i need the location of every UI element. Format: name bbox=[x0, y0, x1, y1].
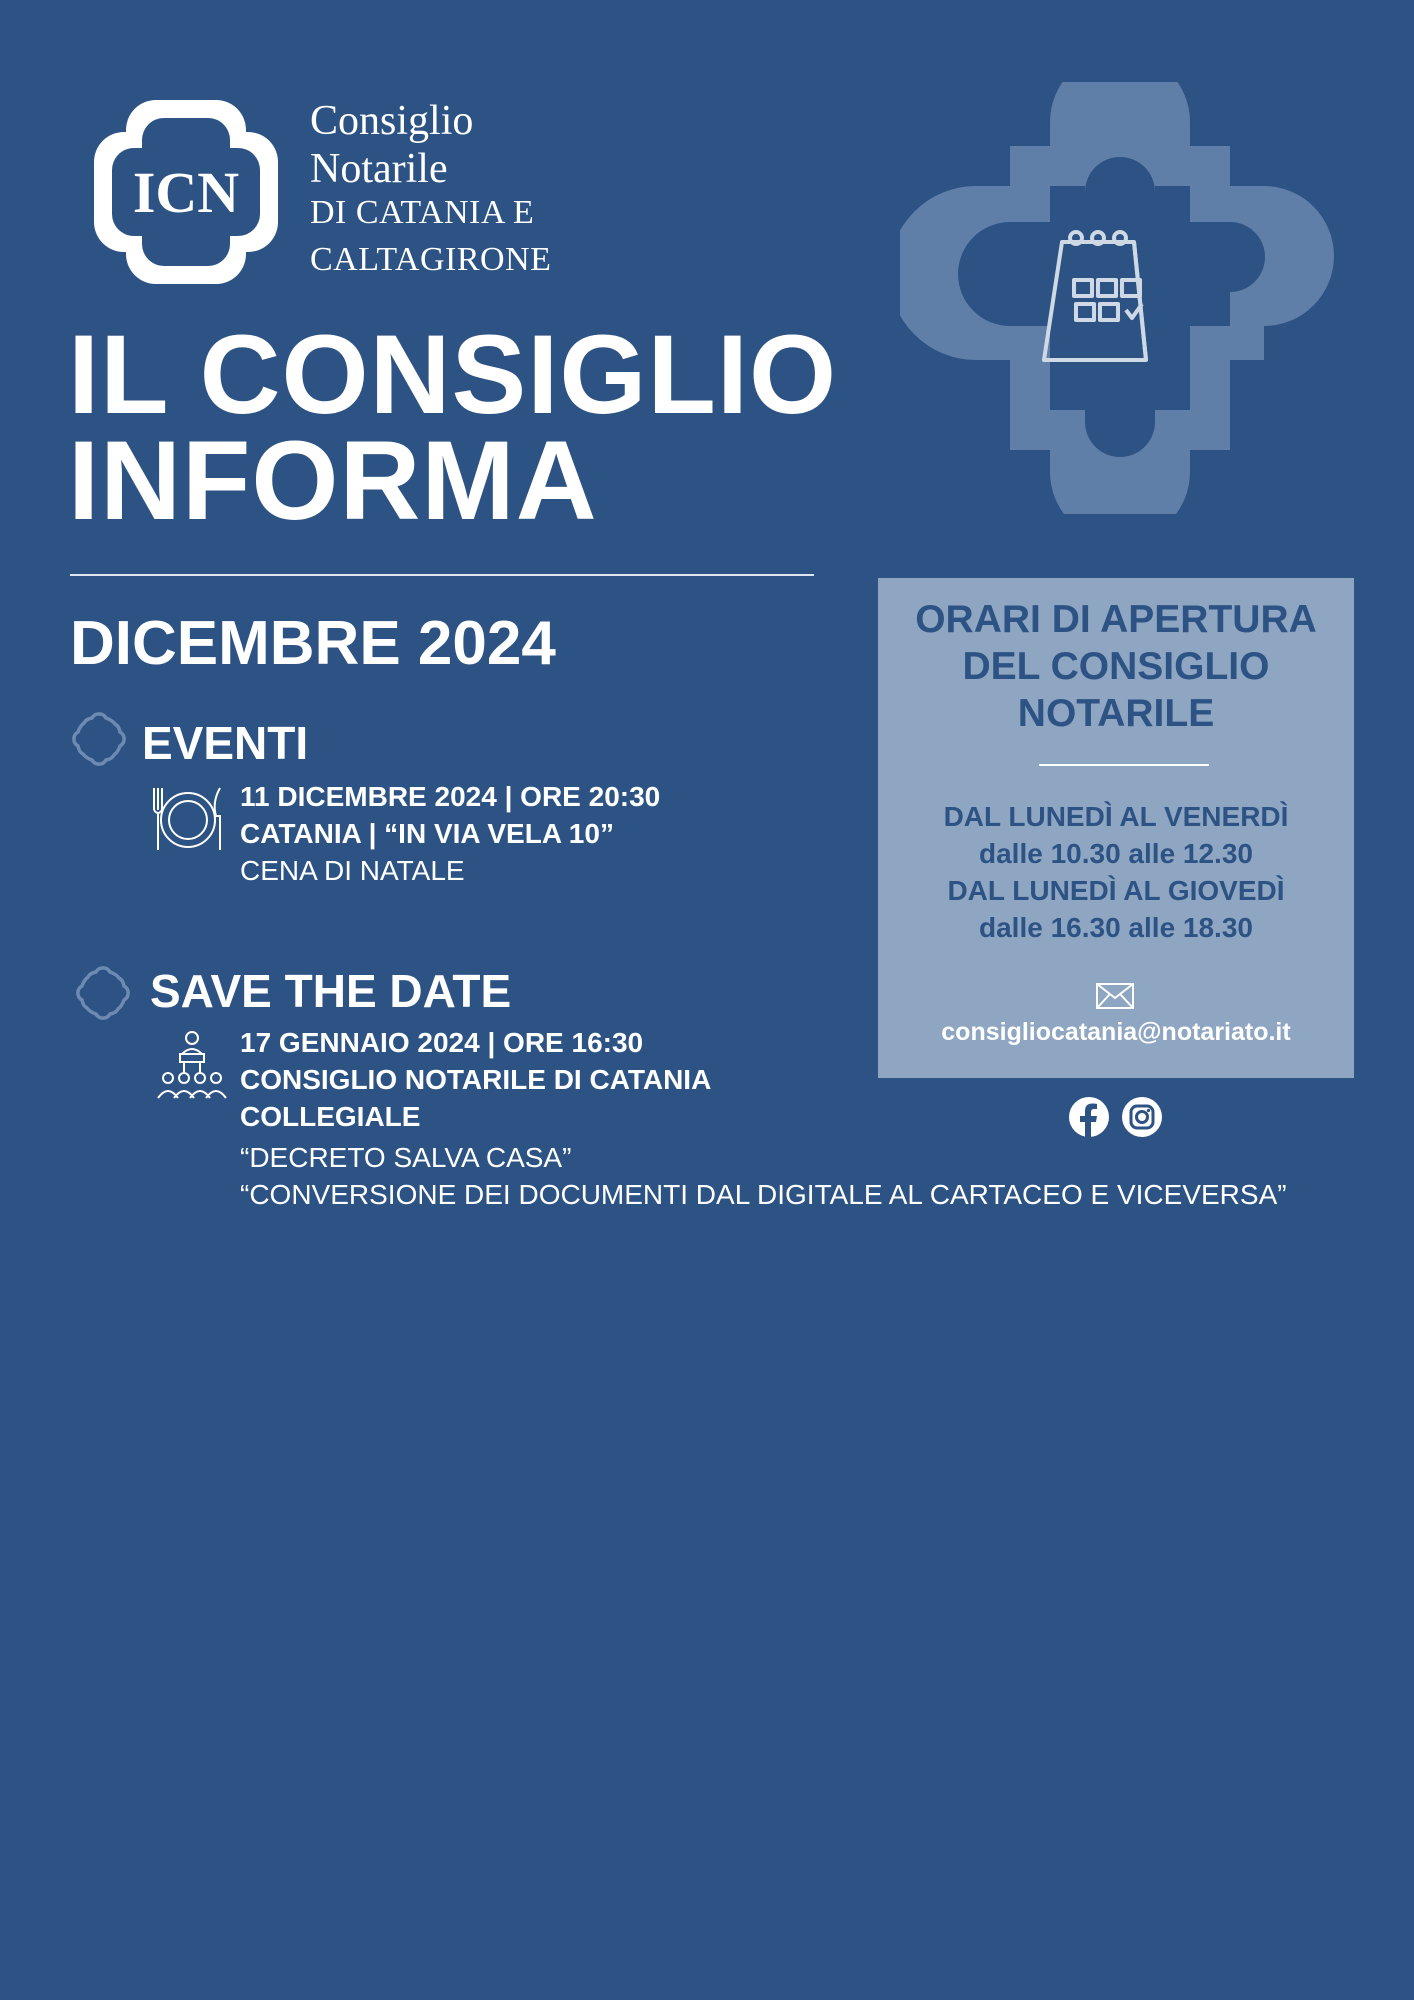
speaker-audience-icon bbox=[154, 1030, 230, 1102]
plate-cutlery-icon bbox=[150, 782, 226, 854]
logo-line-1: Consiglio bbox=[310, 98, 474, 144]
logo-line-2: Notarile bbox=[310, 146, 448, 192]
title-line-1: IL CONSIGLIO bbox=[68, 312, 838, 437]
calendar-badge bbox=[900, 82, 1340, 514]
hours-days-1: DAL LUNEDÌ AL VENERDÌ bbox=[943, 801, 1289, 832]
calendar-icon bbox=[1044, 232, 1146, 360]
event-location: CATANIA | “IN VIA VELA 10” bbox=[240, 818, 614, 849]
quatrefoil-outline-icon bbox=[72, 712, 126, 766]
title-line-2: INFORMA bbox=[68, 418, 598, 543]
email-link[interactable]: consigliocatania@notariato.it bbox=[941, 1018, 1291, 1046]
month-heading: DICEMBRE 2024 bbox=[70, 609, 556, 678]
page-title bbox=[68, 312, 838, 543]
hours-divider bbox=[1039, 764, 1209, 766]
logo-line-4: CALTAGIRONE bbox=[310, 241, 552, 278]
logo-line-3: DI CATANIA E bbox=[310, 194, 535, 231]
event-date: 11 DICEMBRE 2024 | ORE 20:30 bbox=[240, 781, 661, 812]
meeting-topic-2: “CONVERSIONE DEI DOCUMENTI DAL DIGITALE AL CARTACEO E VICEVERSA” bbox=[240, 1179, 1287, 1210]
meeting-date: 17 GENNAIO 2024 | ORE 16:30 bbox=[240, 1027, 644, 1058]
hours-time-1: dalle 10.30 alle 12.30 bbox=[979, 838, 1253, 869]
instagram-icon[interactable] bbox=[1121, 1096, 1163, 1138]
event-details bbox=[240, 778, 660, 889]
hours-title-line-3: NOTARILE bbox=[1017, 692, 1215, 735]
hours-time-2: dalle 16.30 alle 18.30 bbox=[979, 912, 1253, 943]
quatrefoil-shape bbox=[900, 82, 1334, 514]
hours-title-line-1: ORARI DI APERTURA bbox=[915, 598, 1317, 641]
meeting-topic-1: “DECRETO SALVA CASA” bbox=[240, 1142, 572, 1173]
divider bbox=[70, 574, 814, 576]
meeting-organizer: CONSIGLIO NOTARILE DI CATANIA bbox=[240, 1064, 712, 1095]
opening-hours-title bbox=[878, 596, 1354, 737]
council-name bbox=[310, 100, 551, 290]
envelope-icon bbox=[1095, 982, 1135, 1010]
hours-schedule bbox=[878, 798, 1354, 946]
facebook-icon[interactable] bbox=[1068, 1096, 1110, 1138]
hours-title-line-2: DEL CONSIGLIO bbox=[962, 645, 1270, 688]
section-title-save-the-date: SAVE THE DATE bbox=[150, 965, 512, 1017]
hours-days-2: DAL LUNEDÌ AL GIOVEDÌ bbox=[947, 875, 1285, 906]
meeting-type: COLLEGIALE bbox=[240, 1101, 421, 1132]
quatrefoil-outline-icon bbox=[76, 966, 130, 1020]
opening-hours-box bbox=[878, 578, 1354, 1078]
council-logo-icon bbox=[94, 100, 278, 284]
event-name: CENA DI NATALE bbox=[240, 855, 465, 886]
section-title-eventi: EVENTI bbox=[142, 717, 309, 769]
logo-monogram: ICN bbox=[132, 160, 240, 225]
